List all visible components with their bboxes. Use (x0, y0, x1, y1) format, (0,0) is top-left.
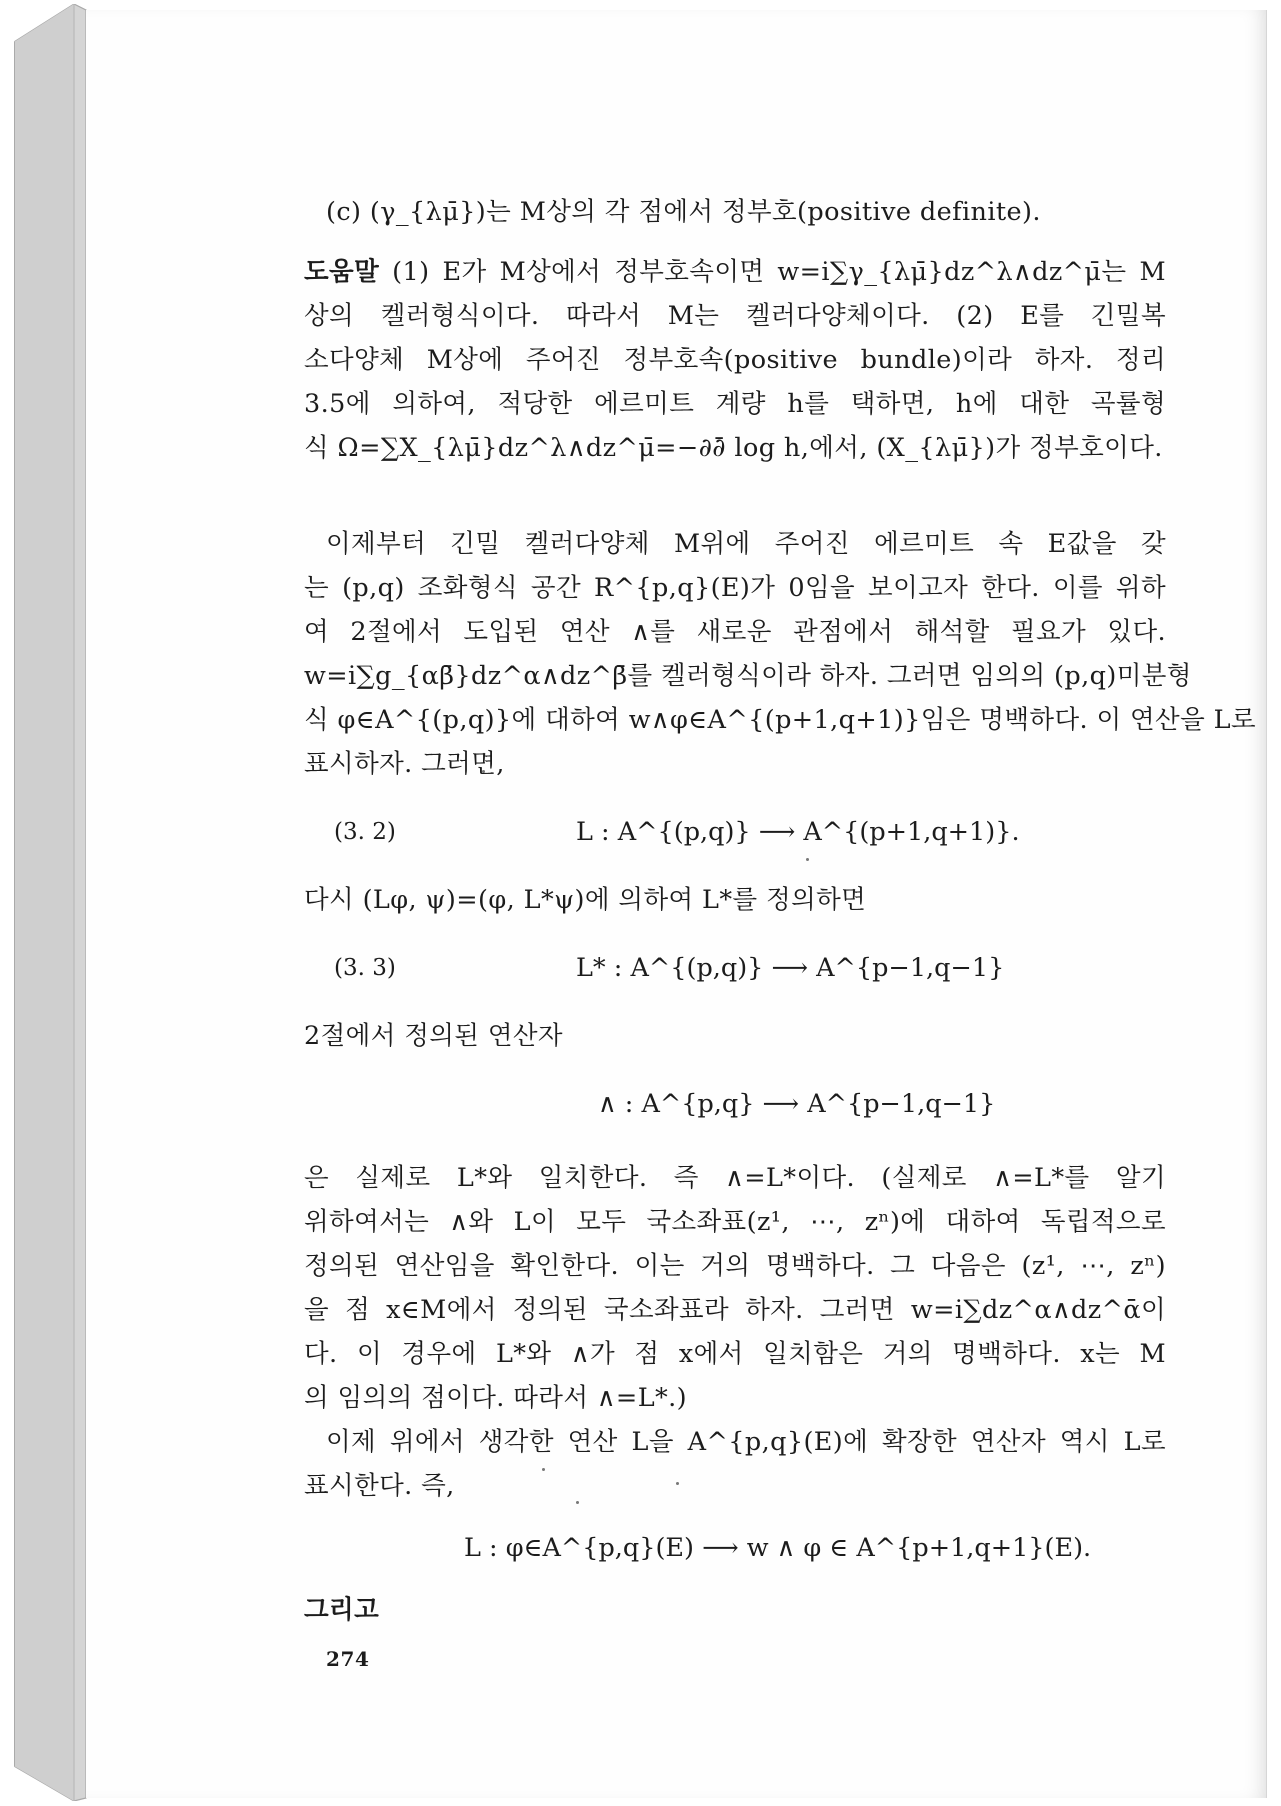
text-line: 2절에서 정의된 연산자 (304, 1021, 563, 1051)
text-line: 여 2절에서 도입된 연산 ∧를 새로운 관점에서 해석할 필요가 있다. (304, 617, 1166, 647)
text-line: 그리고 (304, 1595, 380, 1625)
equation: ∧ : A^{p,q} ⟶ A^{p−1,q−1} (598, 1089, 996, 1119)
text-line: 3.5에 의하여, 적당한 에르미트 계량 h를 택하면, h에 대한 곡률형 (304, 389, 1166, 419)
text-line: w=i∑g_{αβ̄}dz^α∧dz^β̄를 켈러형식이라 하자. 그러면 임의의 (p,q)미분형 (304, 661, 1192, 691)
text-line: (1) E가 M상에서 정부호속이면 w=i∑γ_{λμ̄}dz^λ∧dz^μ̄는 M (392, 257, 1166, 287)
equation-number: (3. 3) (334, 955, 396, 981)
text-line: 의 임의의 점이다. 따라서 ∧=L*.) (304, 1383, 688, 1413)
text-line: (c) (γ_{λμ̄})는 M상의 각 점에서 정부호(positive definite). (326, 197, 1041, 227)
text-line: 은 실제로 L*와 일치한다. 즉 ∧=L*이다. (실제로 ∧=L*를 알기 (304, 1163, 1166, 1193)
equation: L : φ∈A^{p,q}(E) ⟶ w ∧ φ ∈ A^{p+1,q+1}(E). (464, 1533, 1092, 1563)
book (14, 4, 1274, 1801)
text-line: 표시하자. 그러면, (304, 749, 505, 779)
text-line: 식 Ω=∑X_{λμ̄}dz^λ∧dz^μ̄=−∂∂̄ log h,에서, (X_{λμ̄})가 정부호이다. (304, 433, 1163, 463)
text-line: 이제부터 긴밀 켈러다양체 M위에 주어진 에르미트 속 E값을 갖 (326, 529, 1166, 559)
equation-number: (3. 2) (334, 819, 396, 845)
text-line (304, 250, 1166, 294)
scan-speck (806, 858, 809, 861)
text-line: 이제 위에서 생각한 연산 L을 A^{p,q}(E)에 확장한 연산자 역시 L로 (326, 1427, 1166, 1457)
text-line: 을 점 x∈M에서 정의된 국소좌표라 하자. 그러면 w=i∑dz^α∧dz^ᾱ이 (304, 1295, 1166, 1325)
text-line: 다. 이 경우에 L*와 ∧가 점 x에서 일치함은 거의 명백하다. x는 M (304, 1339, 1166, 1369)
text-line: 소다양체 M상에 주어진 정부호속(positive bundle)이라 하자. 정리 (304, 345, 1166, 375)
text-line: 식 φ∈A^{(p,q)}에 대하여 w∧φ∈A^{(p+1,q+1)}임은 명백하다. 이 연산을 L로 (304, 705, 1256, 735)
equation: L : A^{(p,q)} ⟶ A^{(p+1,q+1)}. (576, 817, 1020, 847)
equation: L* : A^{(p,q)} ⟶ A^{p−1,q−1} (576, 953, 1005, 983)
text-line: 표시한다. 즉, (304, 1471, 455, 1501)
text-line: 정의된 연산임을 확인한다. 이는 거의 명백하다. 그 다음은 (z¹, ⋯, zⁿ) (304, 1251, 1166, 1281)
text-line: 다시 (Lφ, ψ)=(φ, L*ψ)에 의하여 L*를 정의하면 (304, 885, 867, 915)
remark-label: 도움말 (304, 257, 380, 287)
page-number: 274 (326, 1647, 370, 1671)
book-page (86, 10, 1267, 1798)
text-line: 는 (p,q) 조화형식 공간 R^{p,q}(E)가 0임을 보이고자 한다. 이를 위하 (304, 573, 1166, 603)
text-line: 위하여서는 ∧와 L이 모두 국소좌표(z¹, ⋯, zⁿ)에 대하여 독립적으로 (304, 1207, 1166, 1237)
text-line: 상의 켈러형식이다. 따라서 M는 켈러다양체이다. (2) E를 긴밀복 (304, 301, 1166, 331)
